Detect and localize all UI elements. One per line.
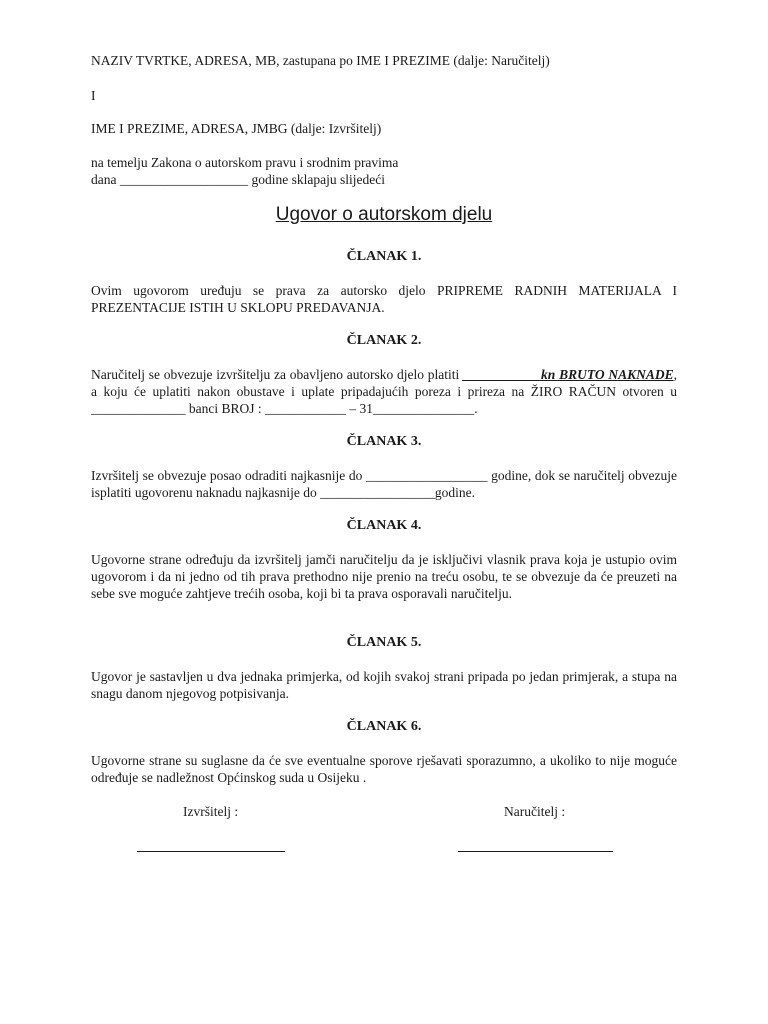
article-6-text: Ugovorne strane su suglasne da će sve eventualne sporove rješavati sporazumno, a ukoliko to nije moguće određuje se nadležnost Općinskog suda u Osijeku . [91,753,677,785]
legal-basis-line: na temelju Zakona o autorskom pravu i srodnim pravima [91,155,399,170]
contractor-signature-line [137,851,285,852]
conjunction-line: I [91,88,96,103]
contractor-signature-label: Izvršitelj : [183,804,239,819]
article-2-text-after: , a koju će uplatiti nakon obustave i uplate pripadajućih poreza i prireza na ŽIRO RAČUN otvoren u ______________ banci BROJ : ____________ – 31_______________. [91,367,677,416]
article-6-heading: ČLANAK 6. [346,719,422,734]
article-3-text: Izvršitelj se obvezuje posao odraditi najkasnije do __________________ godine, dok se naručitelj obvezuje isplatiti ugovorenu naknadu najkasnije do _________________godine. [91,468,677,500]
party1-line: NAZIV TVRTKE, ADRESA, MB, zastupana po IME I PREZIME (dalje: Naručitelj) [91,53,550,68]
article-2-fee-emphasis: ___________ kn BRUTO NAKNADE [463,367,674,382]
party2-line: IME I PREZIME, ADRESA, JMBG (dalje: Izvršitelj) [91,121,382,136]
client-signature-label: Naručitelj : [504,804,566,819]
client-signature-line [458,851,613,852]
article-2-text-before: Naručitelj se obvezuje izvršitelju za obavljeno autorsko djelo platiti [91,367,464,382]
document-title: Ugovor o autorskom djelu [275,204,493,225]
article-1-heading: ČLANAK 1. [346,249,422,264]
article-2-text [91,366,677,417]
article-4-text: Ugovorne strane određuju da izvršitelj jamči naručitelju da je isključivi vlasnik prava koja je ustupio ovim ugovorom i da ni jedno od tih prava prethodno nije prenio na treću osobu, te se obvezuje da će preuzeti na sebe sve moguće zahtjeve trećih osoba, koji bi ta prava osporavali naručitelju. [91,552,677,601]
article-1-text: Ovim ugovorom uređuju se prava za autorsko djelo PRIPREME RADNIH MATERIJALA I PREZENTACIJE ISTIH U SKLOPU PREDAVANJA. [91,283,677,315]
article-5-text: Ugovor je sastavljen u dva jednaka primjerka, od kojih svakoj strani pripada po jedan primjerak, a stupa na snagu danom njegovog potpisivanja. [91,669,677,701]
article-3-heading: ČLANAK 3. [346,434,422,449]
date-line: dana ___________________ godine sklapaju slijedeći [91,172,385,187]
article-2-heading: ČLANAK 2. [346,333,422,348]
article-4-heading: ČLANAK 4. [346,518,422,533]
article-5-heading: ČLANAK 5. [346,635,422,650]
